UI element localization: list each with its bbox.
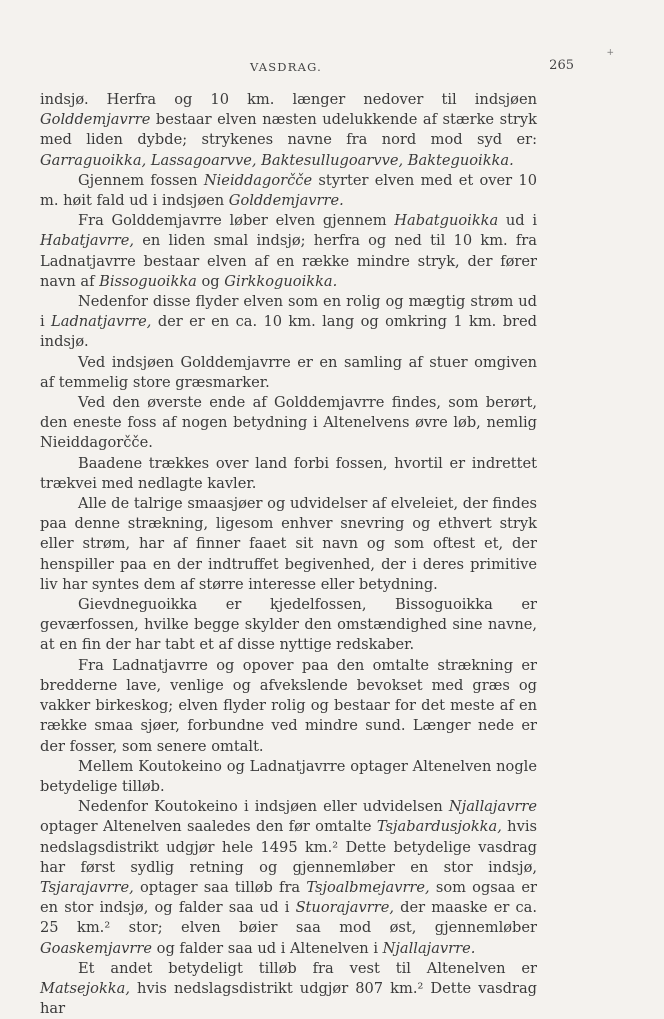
text-run: Gievdneguoikka er kjedelfossen, Bissoguoikka er geværfossen, hvilke begge skylder den omstændighed sine navne, at en fin der har tabt et af disse nyttige redskaber.	[40, 596, 537, 654]
page-number: 265	[549, 58, 574, 73]
text-run: og	[196, 272, 225, 290]
paragraph	[40, 292, 537, 353]
text-run: Baadene trækkes over land forbi fossen, hvortil er indrettet trækvei med nedlagte kavler.	[40, 454, 537, 492]
paragraph	[40, 454, 537, 494]
paragraph	[40, 757, 537, 797]
paragraph	[40, 797, 537, 959]
text-run: der er en ca. 10 km. lang og omkring 1 km. bred indsjø.	[40, 313, 537, 351]
italic-name: Ladnatjavrre,	[51, 313, 152, 331]
italic-name: Matsejokka,	[40, 979, 130, 997]
italic-name: Golddemjavrre	[40, 111, 151, 129]
body-text	[40, 90, 537, 1019]
paragraph	[40, 171, 537, 211]
text-run: Ved indsjøen Golddemjavrre er en samling af stuer omgiven af temmelig store græsmarker.	[40, 353, 537, 391]
running-head: VASDRAG.	[250, 60, 322, 74]
italic-name: Tsjoalbmejavrre,	[306, 878, 430, 896]
text-run: Gjennem fossen	[78, 171, 204, 189]
text-run: styrter elven med et over 10 m. høit fald ud i indsjøen	[40, 171, 537, 210]
italic-name: Stuorajavrre,	[295, 899, 394, 917]
paragraph	[40, 595, 537, 656]
italic-name: Nieiddagorčče	[203, 171, 313, 189]
text-run: Fra Golddemjavrre løber elven gjennem	[78, 212, 395, 230]
text-run: indsjø. Herfra og 10 km. længer nedover til indsjøen	[40, 91, 537, 108]
italic-name: Habatguoikka	[394, 212, 499, 230]
text-run: optager saa tilløb fra	[133, 878, 307, 896]
italic-name: Girkkoguoikka.	[224, 272, 338, 290]
text-run: optager Altenelven saaledes den før omtalte	[40, 818, 377, 836]
text-run: Et andet betydeligt tilløb fra vest til Altenelven er	[78, 959, 537, 977]
paragraph	[40, 656, 537, 757]
text-run: hvis nedslagsdistrikt udgjør 807 km.² Dette vasdrag har	[40, 979, 537, 1018]
text-run: og falder saa ud i Altenelven i	[152, 939, 383, 957]
text-run: Alle de talrige smaasjøer og udvidelser af elveleiet, der findes paa denne strækning, ligesom enhver snevring og ethvert stryk eller strøm, har af finner faaet sit navn og som oftest et, der henspiller paa en der indtruffet begivenhed, der i deres primitive liv har syntes dem af større interesse eller betydning.	[40, 495, 537, 593]
italic-name: Njallajavrre	[448, 798, 537, 816]
text-run: en liden smal indsjø; herfra og ned til 10 km. fra Ladnatjavrre bestaar elven af en række mindre stryk, der fører navn af	[40, 232, 537, 290]
paragraph	[40, 494, 537, 595]
paragraph	[40, 393, 537, 454]
italic-name: Golddemjavrre.	[228, 192, 344, 210]
italic-name: Bissoguoikka	[99, 272, 197, 290]
paragraph	[40, 353, 537, 393]
text-run: som ogsaa er en stor indsjø, og falder saa ud i	[40, 878, 537, 917]
italic-name: Goaskemjavrre	[40, 939, 153, 957]
paragraph	[40, 90, 537, 171]
text-run: hvis nedslagsdistrikt udgjør hele 1495 km.² Dette betydelige vasdrag har først sydlig retning og gjennemløber en stor indsjø,	[40, 818, 537, 876]
text-run: Fra Ladnatjavrre og opover paa den omtalte strækning er bredderne lave, venlige og afvekslende bevokset med græs og vakker birkeskog; elven flyder rolig og bestaar for det meste af en række smaa sjøer, forbundne ved mindre sund. Længer nede er der fosser, som senere omtalt.	[40, 656, 537, 755]
italic-name: Njallajavrre.	[382, 939, 476, 957]
italic-name: Habatjavrre,	[40, 232, 135, 250]
corner-mark: +	[606, 48, 614, 58]
text-run: Nedenfor disse flyder elven som en rolig og mægtig strøm ud i	[40, 293, 537, 331]
text-run: Ved den øverste ende af Golddemjavrre findes, som berørt, den eneste foss af nogen betydning i Altenelvens øvre løb, nemlig Nieiddagorčče.	[40, 394, 537, 452]
italic-name: Tsjarajavrre,	[40, 878, 134, 896]
text-run: Nedenfor Koutokeino i indsjøen eller udvidelsen	[78, 798, 449, 816]
text-run: Mellem Koutokeino og Ladnatjavrre optager Altenelven nogle betydelige tilløb.	[40, 757, 537, 795]
text-run: ud i	[498, 212, 537, 230]
paragraph	[40, 959, 537, 1019]
italic-name: Tsjabardusjokka,	[376, 818, 502, 836]
paragraph	[40, 211, 537, 292]
text-run: der maaske er ca. 25 km.² stor; elven bøier saa mod øst, gjennemløber	[40, 899, 537, 937]
page-header	[40, 58, 632, 78]
text-run: bestaar elven næsten udelukkende af stærke stryk med liden dybde; strykenes navne fra nord mod syd er:	[40, 111, 537, 149]
italic-name: Garraguoikka, Lassagoarvve, Baktesullugoarvve, Bakteguoikka.	[40, 151, 514, 169]
